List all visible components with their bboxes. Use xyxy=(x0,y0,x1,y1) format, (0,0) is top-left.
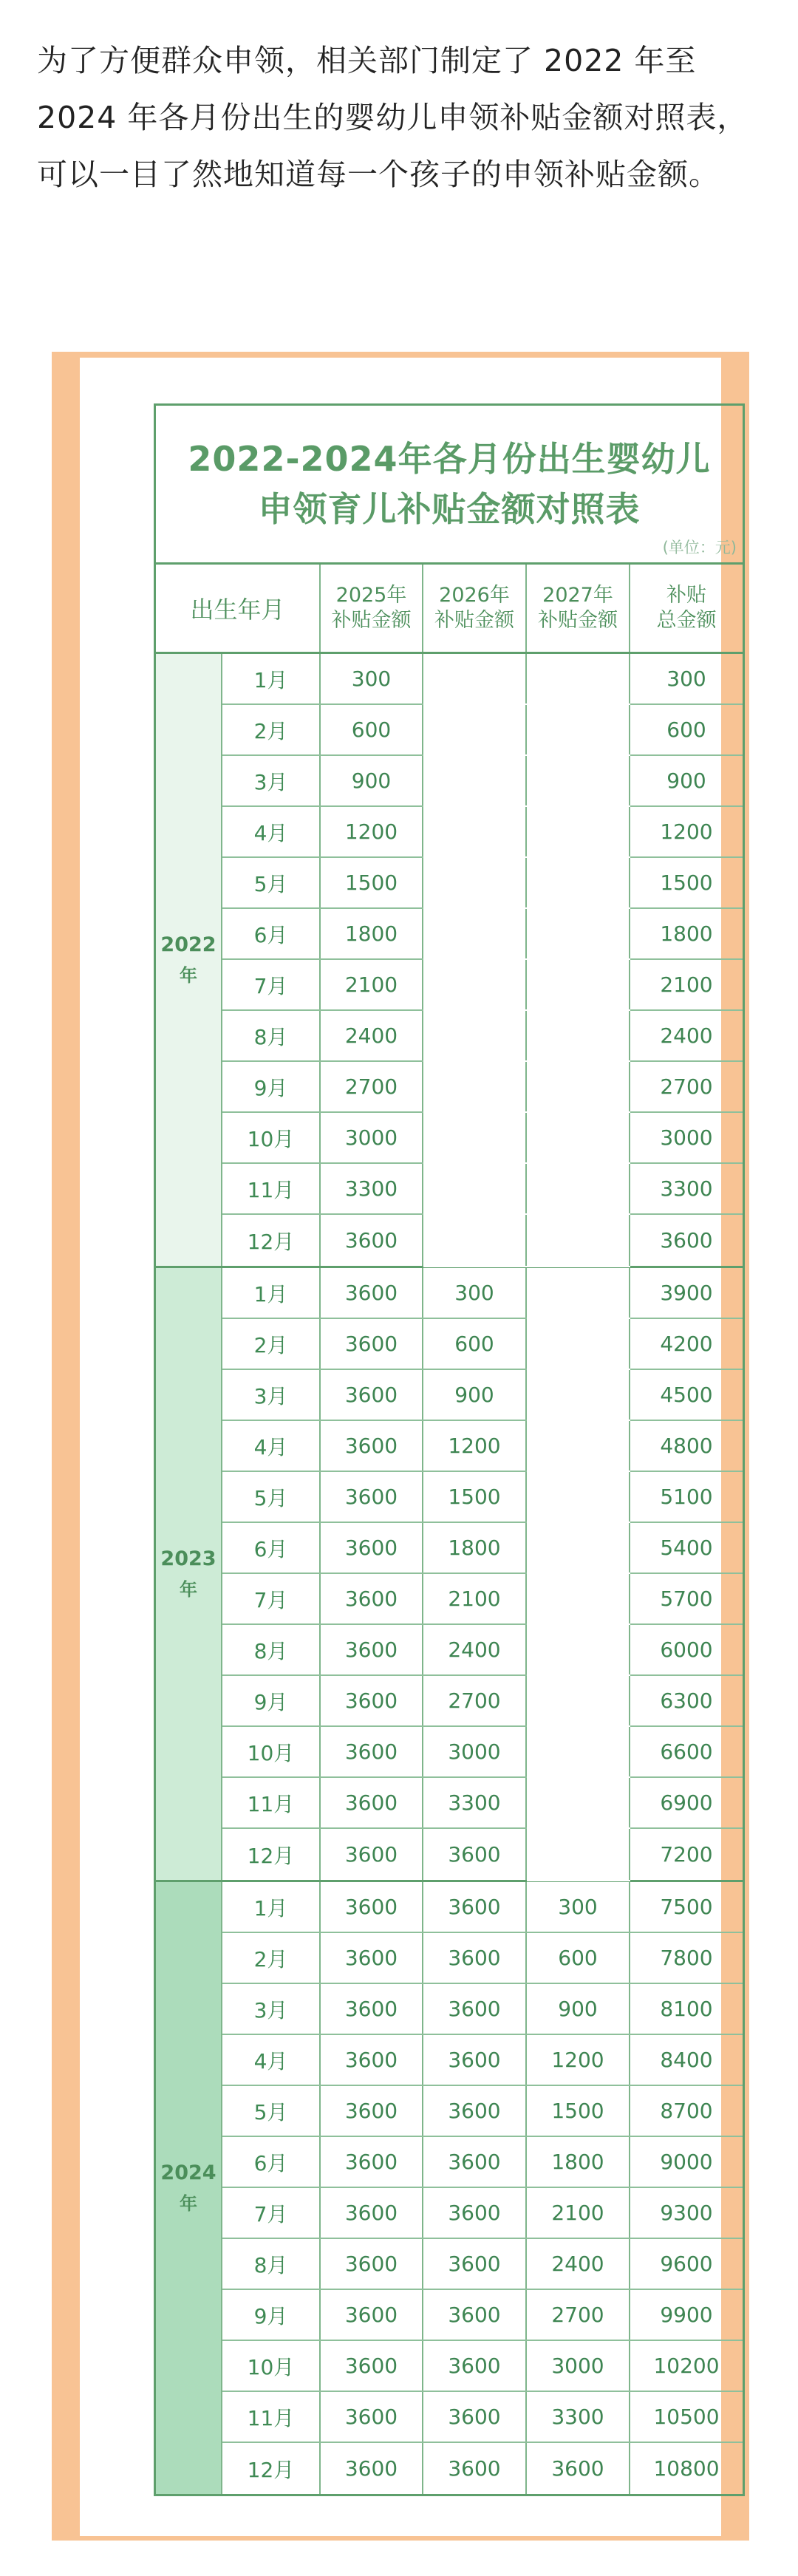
cell-month: 1月 xyxy=(222,1268,321,1318)
table-title-line1: 2022-2024年各月份出生婴幼儿 xyxy=(188,439,711,479)
cell-2026-amount: 900 xyxy=(423,1370,527,1420)
cell-2025-amount: 3600 xyxy=(321,1319,423,1369)
cell-total-amount: 7800 xyxy=(660,1946,713,1970)
year-label-number: 2023 xyxy=(160,1547,216,1570)
cell-month: 12月 xyxy=(222,1829,321,1880)
subsidy-table xyxy=(154,403,745,2496)
year-label-2024 xyxy=(156,1882,222,2494)
cell-2025-amount: 3600 xyxy=(321,1215,423,1266)
cell-2027-amount xyxy=(527,654,630,703)
table-row xyxy=(222,1164,743,1215)
cell-2025-amount: 3600 xyxy=(321,1676,423,1725)
cell-2026-amount: 2400 xyxy=(423,1625,527,1674)
year-label-suffix: 年 xyxy=(180,965,197,986)
cell-2025-amount: 3600 xyxy=(321,2341,423,2391)
year-block-2024 xyxy=(156,1882,743,2494)
table-row xyxy=(222,756,743,807)
cell-month: 6月 xyxy=(222,909,321,958)
cell-month: 8月 xyxy=(222,1011,321,1060)
header-2025-sub: 补贴金额 xyxy=(331,609,412,632)
table-row xyxy=(222,1829,743,1880)
cell-2025-amount: 3600 xyxy=(321,1370,423,1420)
cell-total-amount: 10800 xyxy=(653,2456,720,2481)
header-birth-month-label: 出生年月 xyxy=(190,596,285,624)
cell-2025-amount: 1800 xyxy=(321,909,423,958)
cell-2026-amount: 2700 xyxy=(423,1676,527,1725)
table-row xyxy=(222,2290,743,2341)
cell-2026-amount: 3600 xyxy=(423,2137,527,2187)
cell-2025-amount: 3600 xyxy=(321,1933,423,1983)
cell-2025-amount: 3600 xyxy=(321,1727,423,1776)
cell-2026-amount xyxy=(423,705,527,754)
cell-month: 5月 xyxy=(222,1472,321,1522)
table-row xyxy=(222,654,743,705)
cell-2026-amount xyxy=(423,858,527,907)
table-row xyxy=(222,1215,743,1266)
cell-2026-amount: 3600 xyxy=(423,1882,527,1932)
cell-2025-amount: 3600 xyxy=(321,1574,423,1623)
cell-total-amount: 4500 xyxy=(660,1383,713,1407)
table-row xyxy=(222,1113,743,1164)
cell-total-amount: 900 xyxy=(666,769,706,793)
table-row xyxy=(222,1472,743,1523)
cell-month: 2月 xyxy=(222,1319,321,1369)
cell-total-amount: 3000 xyxy=(660,1125,713,1150)
cell-total-amount: 9600 xyxy=(660,2252,713,2276)
cell-2027-amount xyxy=(527,1472,630,1522)
cell-2027-amount xyxy=(527,1370,630,1420)
table-row xyxy=(222,1882,743,1933)
cell-2027-amount: 3300 xyxy=(527,2392,630,2442)
table-row xyxy=(222,1574,743,1625)
cell-month: 9月 xyxy=(222,1062,321,1111)
cell-month: 11月 xyxy=(222,1778,321,1827)
cell-2027-amount xyxy=(527,1011,630,1060)
cell-month: 5月 xyxy=(222,858,321,907)
cell-2027-amount xyxy=(527,1676,630,1725)
cell-2026-amount: 3600 xyxy=(423,2086,527,2136)
table-row xyxy=(222,2086,743,2137)
cell-month: 1月 xyxy=(222,1882,321,1932)
table-row xyxy=(222,1370,743,1421)
cell-month: 7月 xyxy=(222,2188,321,2238)
cell-2025-amount: 600 xyxy=(321,705,423,754)
cell-2025-amount: 2700 xyxy=(321,1062,423,1111)
cell-2026-amount xyxy=(423,756,527,805)
cell-total-amount: 6000 xyxy=(660,1638,713,1662)
table-row xyxy=(222,1676,743,1727)
cell-2026-amount xyxy=(423,1113,527,1162)
cell-month: 10月 xyxy=(222,1727,321,1776)
cell-month: 1月 xyxy=(222,654,321,703)
cell-total-amount: 1800 xyxy=(660,921,713,946)
cell-2027-amount xyxy=(527,1727,630,1776)
cell-total-amount: 3900 xyxy=(660,1281,713,1305)
cell-2025-amount: 3600 xyxy=(321,1829,423,1880)
cell-month: 10月 xyxy=(222,2341,321,2391)
year-block-2023 xyxy=(156,1268,743,1882)
cell-2026-amount xyxy=(423,1215,527,1266)
table-row xyxy=(222,1625,743,1676)
cell-total-amount: 2100 xyxy=(660,972,713,997)
cell-2027-amount: 2100 xyxy=(527,2188,630,2238)
cell-month: 4月 xyxy=(222,2035,321,2085)
cell-month: 12月 xyxy=(222,1215,321,1266)
cell-2027-amount: 300 xyxy=(527,1882,630,1932)
cell-2026-amount xyxy=(423,807,527,856)
cell-total-amount: 8700 xyxy=(660,2099,713,2123)
header-2025-year: 2025年 xyxy=(335,584,407,607)
cell-2026-amount: 2100 xyxy=(423,1574,527,1623)
cell-month: 3月 xyxy=(222,1984,321,2034)
cell-2027-amount xyxy=(527,960,630,1009)
table-row xyxy=(222,858,743,909)
cell-2025-amount: 3600 xyxy=(321,1778,423,1827)
cell-month: 8月 xyxy=(222,1625,321,1674)
year-label-2023 xyxy=(156,1268,222,1880)
header-total xyxy=(630,565,743,652)
cell-2026-amount: 3600 xyxy=(423,1984,527,2034)
cell-2026-amount: 3600 xyxy=(423,1829,527,1880)
cell-total-amount: 7500 xyxy=(660,1895,713,1919)
cell-2027-amount: 2400 xyxy=(527,2239,630,2289)
table-row xyxy=(222,2188,743,2239)
table-row xyxy=(222,1727,743,1778)
cell-2025-amount: 3600 xyxy=(321,2290,423,2340)
table-row xyxy=(222,1062,743,1113)
cell-2027-amount: 1800 xyxy=(527,2137,630,2187)
cell-total-amount: 9000 xyxy=(660,2150,713,2174)
table-row xyxy=(222,960,743,1011)
cell-2025-amount: 3600 xyxy=(321,1268,423,1318)
header-2027-year: 2027年 xyxy=(542,584,613,607)
cell-2025-amount: 3600 xyxy=(321,2035,423,2085)
cell-2027-amount xyxy=(527,1268,630,1318)
cell-2026-amount: 3600 xyxy=(423,2188,527,2238)
cell-month: 2月 xyxy=(222,705,321,754)
cell-2027-amount xyxy=(527,1113,630,1162)
table-row xyxy=(222,909,743,960)
cell-2025-amount: 3600 xyxy=(321,1625,423,1674)
cell-2026-amount: 1200 xyxy=(423,1421,527,1471)
cell-2027-amount: 2700 xyxy=(527,2290,630,2340)
cell-2025-amount: 3600 xyxy=(321,1882,423,1932)
cell-month: 9月 xyxy=(222,2290,321,2340)
cell-2027-amount xyxy=(527,1421,630,1471)
cell-total-amount: 8100 xyxy=(660,1997,713,2021)
cell-2027-amount xyxy=(527,756,630,805)
table-row xyxy=(222,2035,743,2086)
cell-2025-amount: 3600 xyxy=(321,2086,423,2136)
cell-2025-amount: 3300 xyxy=(321,1164,423,1213)
cell-month: 3月 xyxy=(222,756,321,805)
table-row xyxy=(222,1778,743,1829)
cell-2025-amount: 3000 xyxy=(321,1113,423,1162)
cell-2027-amount xyxy=(527,1829,630,1880)
table-row xyxy=(222,1268,743,1319)
cell-month: 6月 xyxy=(222,2137,321,2187)
cell-month: 8月 xyxy=(222,2239,321,2289)
cell-2026-amount: 600 xyxy=(423,1319,527,1369)
table-row xyxy=(222,1421,743,1472)
cell-total-amount: 3600 xyxy=(660,1228,713,1253)
header-2027 xyxy=(527,565,630,652)
year-label-suffix: 年 xyxy=(180,1579,197,1600)
cell-2026-amount: 3600 xyxy=(423,1933,527,1983)
table-title-line2: 申领育儿补贴金额对照表 xyxy=(258,489,641,529)
year-label-number: 2022 xyxy=(160,933,216,956)
cell-month: 6月 xyxy=(222,1523,321,1572)
cell-2026-amount: 3600 xyxy=(423,2392,527,2442)
table-unit-note: (单位：元) xyxy=(662,539,737,556)
cell-month: 11月 xyxy=(222,1164,321,1213)
cell-2027-amount xyxy=(527,1164,630,1213)
cell-2026-amount: 3600 xyxy=(423,2341,527,2391)
table-card xyxy=(80,358,737,2536)
cell-2026-amount: 3000 xyxy=(423,1727,527,1776)
cell-2027-amount xyxy=(527,909,630,958)
cell-total-amount: 9300 xyxy=(660,2201,713,2225)
cell-month: 4月 xyxy=(222,1421,321,1471)
year-label-number: 2024 xyxy=(160,2161,216,2184)
table-row xyxy=(222,705,743,756)
cell-total-amount: 6300 xyxy=(660,1689,713,1713)
cell-2027-amount xyxy=(527,1062,630,1111)
cell-total-amount: 7200 xyxy=(660,1842,713,1867)
header-2027-sub: 补贴金额 xyxy=(538,609,618,632)
cell-total-amount: 2700 xyxy=(660,1074,713,1099)
year-label-suffix: 年 xyxy=(180,2193,197,2214)
cell-total-amount: 3300 xyxy=(660,1176,713,1201)
cell-2026-amount: 300 xyxy=(423,1268,527,1318)
cell-month: 12月 xyxy=(222,2443,321,2494)
cell-2026-amount xyxy=(423,1011,527,1060)
table-row xyxy=(222,2137,743,2188)
cell-2027-amount xyxy=(527,1778,630,1827)
cell-total-amount: 300 xyxy=(666,667,706,691)
year-block-2022 xyxy=(156,654,743,1268)
cell-total-amount: 1200 xyxy=(660,820,713,844)
cell-month: 4月 xyxy=(222,807,321,856)
cell-2027-amount: 900 xyxy=(527,1984,630,2034)
cell-2025-amount: 3600 xyxy=(321,2188,423,2238)
cell-2027-amount xyxy=(527,1215,630,1266)
cell-2026-amount: 1500 xyxy=(423,1472,527,1522)
table-header-row xyxy=(156,565,743,654)
cell-total-amount: 5700 xyxy=(660,1587,713,1611)
cell-2025-amount: 3600 xyxy=(321,1472,423,1522)
cell-month: 10月 xyxy=(222,1113,321,1162)
cell-2027-amount: 1500 xyxy=(527,2086,630,2136)
cell-month: 11月 xyxy=(222,2392,321,2442)
cell-total-amount: 5400 xyxy=(660,1536,713,1560)
table-row xyxy=(222,2239,743,2290)
cell-2026-amount xyxy=(423,909,527,958)
cell-2026-amount: 3600 xyxy=(423,2290,527,2340)
cell-2026-amount: 1800 xyxy=(423,1523,527,1572)
cell-2025-amount: 3600 xyxy=(321,2392,423,2442)
cell-2027-amount xyxy=(527,858,630,907)
cell-2026-amount xyxy=(423,960,527,1009)
cell-2025-amount: 3600 xyxy=(321,2137,423,2187)
cell-2027-amount xyxy=(527,1319,630,1369)
cell-2026-amount xyxy=(423,1164,527,1213)
cell-2026-amount xyxy=(423,654,527,703)
cell-2026-amount: 3300 xyxy=(423,1778,527,1827)
cell-2026-amount: 3600 xyxy=(423,2035,527,2085)
cell-total-amount: 6900 xyxy=(660,1790,713,1815)
cell-2027-amount xyxy=(527,705,630,754)
header-birth-month xyxy=(156,565,321,652)
cell-2027-amount xyxy=(527,1574,630,1623)
cell-2027-amount: 600 xyxy=(527,1933,630,1983)
cell-total-amount: 6600 xyxy=(660,1740,713,1764)
table-row xyxy=(222,1523,743,1574)
cell-total-amount: 8400 xyxy=(660,2048,713,2072)
year-label-2022 xyxy=(156,654,222,1266)
cell-2027-amount xyxy=(527,1523,630,1572)
cell-total-amount: 5100 xyxy=(660,1485,713,1509)
table-image-frame xyxy=(52,352,749,2541)
cell-total-amount: 1500 xyxy=(660,870,713,895)
header-total-top: 补贴 xyxy=(666,584,706,607)
cell-2025-amount: 1500 xyxy=(321,858,423,907)
table-row xyxy=(222,2443,743,2494)
cell-2025-amount: 2400 xyxy=(321,1011,423,1060)
header-2026 xyxy=(423,565,527,652)
cell-2026-amount: 3600 xyxy=(423,2443,527,2494)
cell-month: 2月 xyxy=(222,1933,321,1983)
cell-2025-amount: 1200 xyxy=(321,807,423,856)
intro-paragraph: 为了方便群众申领，相关部门制定了 2022 年至 2024 年各月份出生的婴幼儿申领补贴金额对照表，可以一目了然地知道每一个孩子的申领补贴金额。 xyxy=(37,43,748,192)
cell-2026-amount: 3600 xyxy=(423,2239,527,2289)
table-row xyxy=(222,1933,743,1984)
table-row xyxy=(222,1319,743,1370)
header-2025 xyxy=(321,565,423,652)
cell-total-amount: 4200 xyxy=(660,1332,713,1356)
cell-2027-amount xyxy=(527,807,630,856)
cell-total-amount: 9900 xyxy=(660,2303,713,2327)
table-title-block xyxy=(156,406,743,565)
cell-2026-amount xyxy=(423,1062,527,1111)
cell-2025-amount: 3600 xyxy=(321,1984,423,2034)
table-row xyxy=(222,2341,743,2392)
cell-month: 7月 xyxy=(222,960,321,1009)
table-row xyxy=(222,1984,743,2035)
table-row xyxy=(222,807,743,858)
cell-2025-amount: 3600 xyxy=(321,2239,423,2289)
cell-total-amount: 10200 xyxy=(653,2354,720,2378)
cell-2027-amount: 3600 xyxy=(527,2443,630,2494)
table-row xyxy=(222,1011,743,1062)
table-body xyxy=(156,654,743,2494)
cell-total-amount: 10500 xyxy=(653,2405,720,2429)
cell-2027-amount xyxy=(527,1625,630,1674)
cell-2025-amount: 3600 xyxy=(321,1421,423,1471)
cell-month: 7月 xyxy=(222,1574,321,1623)
cell-2025-amount: 900 xyxy=(321,756,423,805)
header-2026-year: 2026年 xyxy=(439,584,510,607)
cell-total-amount: 2400 xyxy=(660,1023,713,1048)
cell-2027-amount: 1200 xyxy=(527,2035,630,2085)
cell-month: 5月 xyxy=(222,2086,321,2136)
header-2026-sub: 补贴金额 xyxy=(434,609,514,632)
cell-total-amount: 4800 xyxy=(660,1434,713,1458)
cell-2025-amount: 300 xyxy=(321,654,423,703)
table-row xyxy=(222,2392,743,2443)
cell-2027-amount: 3000 xyxy=(527,2341,630,2391)
cell-month: 9月 xyxy=(222,1676,321,1725)
cell-total-amount: 600 xyxy=(666,718,706,742)
header-total-sub: 总金额 xyxy=(656,609,717,632)
cell-2025-amount: 3600 xyxy=(321,1523,423,1572)
cell-month: 3月 xyxy=(222,1370,321,1420)
cell-2025-amount: 2100 xyxy=(321,960,423,1009)
cell-2025-amount: 3600 xyxy=(321,2443,423,2494)
